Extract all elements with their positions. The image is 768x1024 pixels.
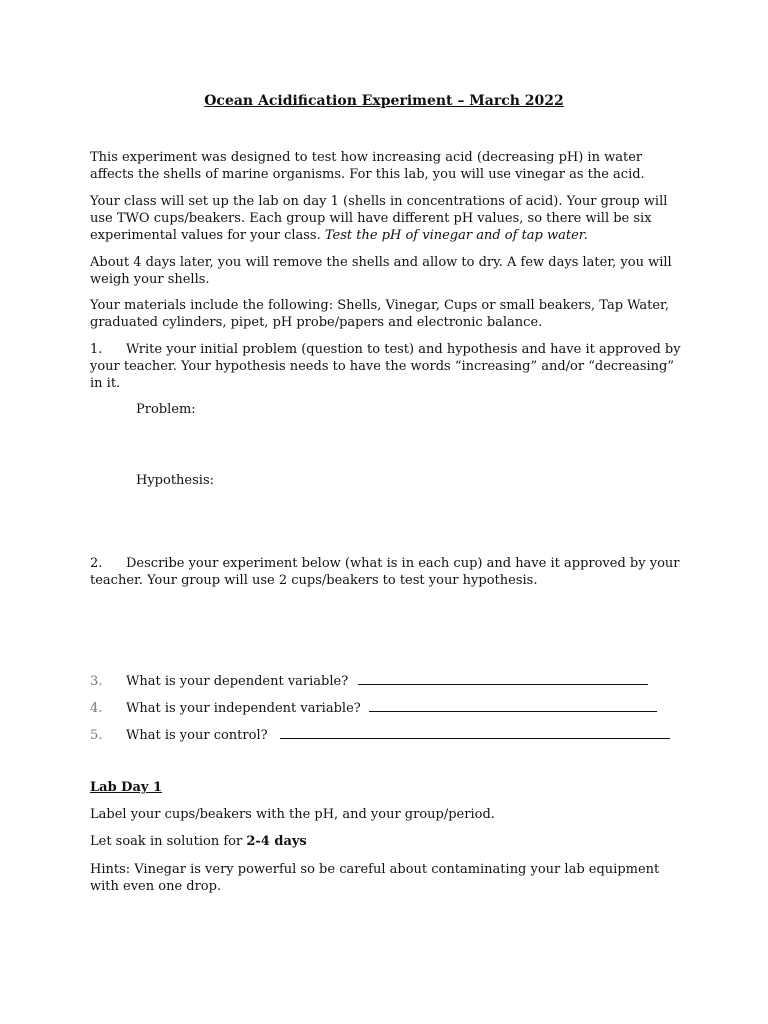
lab-day-line-2: [90, 833, 690, 850]
step-4-text: What is your independent variable?: [126, 701, 361, 716]
step-5-text: What is your control?: [126, 728, 268, 743]
hypothesis-label: Hypothesis:: [136, 473, 214, 488]
step-2: [90, 555, 690, 589]
step-2-number: 2.: [90, 556, 103, 571]
step-2-text: Describe your experiment below (what is in each cup) and have it approved by your teacher. Your group will use 2 cups/beakers to test your hypothesis.: [90, 556, 680, 588]
step-4-number: 4.: [90, 701, 103, 716]
problem-label: Problem:: [136, 402, 196, 417]
lab-day-line-1: Label your cups/beakers with the pH, and your group/period.: [90, 807, 495, 822]
lab-day-hints: Hints: Vinegar is very powerful so be careful about contaminating your lab equipment with even one drop.: [90, 862, 660, 894]
intro-paragraph-2-text: Your class will set up the lab on day 1 (shells in concentrations of acid). Your group will use TWO cups/beakers. Each group will have different pH values, so there will be six experimental values for your class.: [90, 194, 668, 243]
step-3-number: 3.: [90, 674, 103, 689]
step-5: [90, 726, 690, 744]
intro-paragraph-2: [90, 193, 690, 244]
intro-paragraph-3: About 4 days later, you will remove the shells and allow to dry. A few days later, you will weigh your shells.: [90, 255, 672, 287]
intro-paragraph-4: Your materials include the following: Shells, Vinegar, Cups or small beakers, Tap Water, graduated cylinders, pipet, pH probe/papers and electronic balance.: [90, 298, 669, 330]
step-3: [90, 672, 690, 690]
control-blank[interactable]: [280, 726, 670, 739]
step-3-text: What is your dependent variable?: [126, 674, 349, 689]
step-1-number: 1.: [90, 342, 103, 357]
independent-variable-blank[interactable]: [369, 699, 657, 712]
dependent-variable-blank[interactable]: [358, 672, 648, 685]
step-1: [90, 341, 690, 392]
soak-duration: 2-4 days: [246, 834, 307, 849]
lab-day-title: Lab Day 1: [90, 780, 163, 795]
intro-paragraph-1: This experiment was designed to test how increasing acid (decreasing pH) in water affects the shells of marine organisms. For this lab, you will use vinegar as the acid.: [90, 150, 645, 182]
step-4: [90, 699, 690, 717]
intro-paragraph-2-italic: Test the pH of vinegar and of tap water.: [324, 228, 588, 243]
step-1-text: Write your initial problem (question to test) and hypothesis and have it approved by your teacher. Your hypothesis needs to have the words “increasing” and/or “decreasing” in it.: [90, 342, 681, 391]
lab-day-line-2-text: Let soak in solution for: [90, 834, 247, 849]
page-title: Ocean Acidification Experiment – March 2022: [204, 93, 564, 109]
step-5-number: 5.: [90, 728, 103, 743]
